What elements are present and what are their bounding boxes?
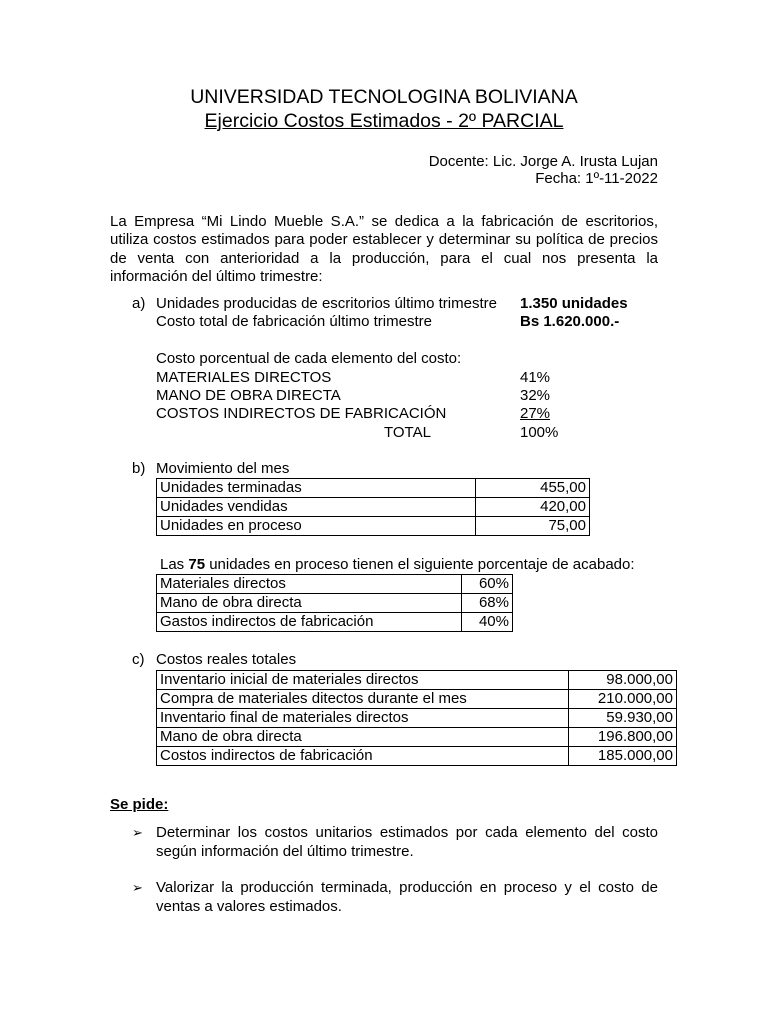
movement-heading: Movimiento del mes: [156, 460, 290, 477]
arrow-bullet-icon: ➢: [132, 880, 143, 895]
table-row: [157, 671, 677, 690]
movement-table: [156, 478, 590, 536]
table-row: [157, 498, 590, 517]
movement-value: 420,00: [476, 498, 590, 517]
requirement-item: Determinar los costos unitarios estimados por cada elemento del costo según información del último trimestre.: [156, 824, 658, 860]
finish-label: Materiales directos: [157, 575, 462, 594]
real-costs-table: [156, 670, 677, 766]
percent-heading: Costo porcentual de cada elemento del costo:: [156, 350, 462, 367]
table-row: [157, 709, 677, 728]
finish-sentence: [160, 556, 635, 573]
cost-value: 210.000,00: [569, 690, 677, 709]
movement-label: Unidades terminadas: [157, 479, 476, 498]
table-row: [157, 613, 513, 632]
finish-sentence-pre: Las: [160, 556, 189, 573]
section-c-marker: c): [132, 651, 145, 668]
movement-label: Unidades vendidas: [157, 498, 476, 517]
arrow-bullet-icon: ➢: [132, 825, 143, 840]
movement-value: 75,00: [476, 517, 590, 536]
finish-value: 68%: [461, 594, 512, 613]
table-row: [157, 575, 513, 594]
table-row: [157, 690, 677, 709]
exam-date: Fecha: 1º-11-2022: [535, 170, 658, 187]
total-cost-value: Bs 1.620.000.-: [520, 313, 620, 330]
teacher-name: Docente: Lic. Jorge A. Irusta Lujan: [428, 153, 658, 170]
table-row: [157, 728, 677, 747]
cost-value: 196.800,00: [569, 728, 677, 747]
section-a-marker: a): [132, 295, 146, 312]
exercise-subtitle: [0, 110, 768, 133]
cost-value: 185.000,00: [569, 747, 677, 766]
element-value-overhead: 27%: [520, 405, 551, 422]
element-value-materials: 41%: [520, 369, 551, 386]
units-produced-value: 1.350 unidades: [520, 295, 628, 312]
movement-value: 455,00: [476, 479, 590, 498]
total-value: 100%: [520, 424, 559, 441]
cost-label: Costos indirectos de fabricación: [157, 747, 569, 766]
finish-label: Mano de obra directa: [157, 594, 462, 613]
requirement-item: Valorizar la producción terminada, producción en proceso y el costo de ventas a valores estimados.: [156, 879, 658, 915]
table-row: [157, 747, 677, 766]
element-value-labor: 32%: [520, 387, 551, 404]
cost-label: Inventario final de materiales directos: [157, 709, 569, 728]
finish-sentence-count: 75: [188, 556, 206, 573]
element-label-overhead: COSTOS INDIRECTOS DE FABRICACIÓN: [156, 405, 447, 422]
cost-label: Compra de materiales ditectos durante el mes: [157, 690, 569, 709]
table-row: [157, 594, 513, 613]
university-title: UNIVERSIDAD TECNOLOGINA BOLIVIANA: [190, 86, 578, 108]
cost-label: Mano de obra directa: [157, 728, 569, 747]
requirements-heading: Se pide:: [110, 796, 169, 813]
real-costs-heading: Costos reales totales: [156, 651, 297, 668]
finish-label: Gastos indirectos de fabricación: [157, 613, 462, 632]
finish-value: 60%: [461, 575, 512, 594]
total-cost-label: Costo total de fabricación último trimestre: [156, 313, 432, 330]
total-label: TOTAL: [384, 424, 431, 441]
cost-value: 98.000,00: [569, 671, 677, 690]
element-label-labor: MANO DE OBRA DIRECTA: [156, 387, 341, 404]
table-row: [157, 479, 590, 498]
finish-sentence-post: unidades en proceso tienen el siguiente porcentaje de acabado:: [205, 556, 635, 573]
table-row: [157, 517, 590, 536]
finish-value: 40%: [461, 613, 512, 632]
element-label-materials: MATERIALES DIRECTOS: [156, 369, 332, 386]
cost-value: 59.930,00: [569, 709, 677, 728]
finish-table: [156, 574, 513, 632]
intro-paragraph: La Empresa “Mi Lindo Mueble S.A.” se dedica a la fabricación de escritorios, utiliza costos estimados para poder establecer y determinar su política de precios de venta con anterioridad a la producción, para el cual nos presenta la información del último trimestre:: [110, 213, 658, 285]
cost-label: Inventario inicial de materiales directos: [157, 671, 569, 690]
movement-label: Unidades en proceso: [157, 517, 476, 536]
exercise-subtitle-text: Ejercicio Costos Estimados - 2º PARCIAL: [204, 110, 564, 132]
section-b-marker: b): [132, 460, 146, 477]
units-produced-label: Unidades producidas de escritorios último trimestre: [156, 295, 497, 312]
